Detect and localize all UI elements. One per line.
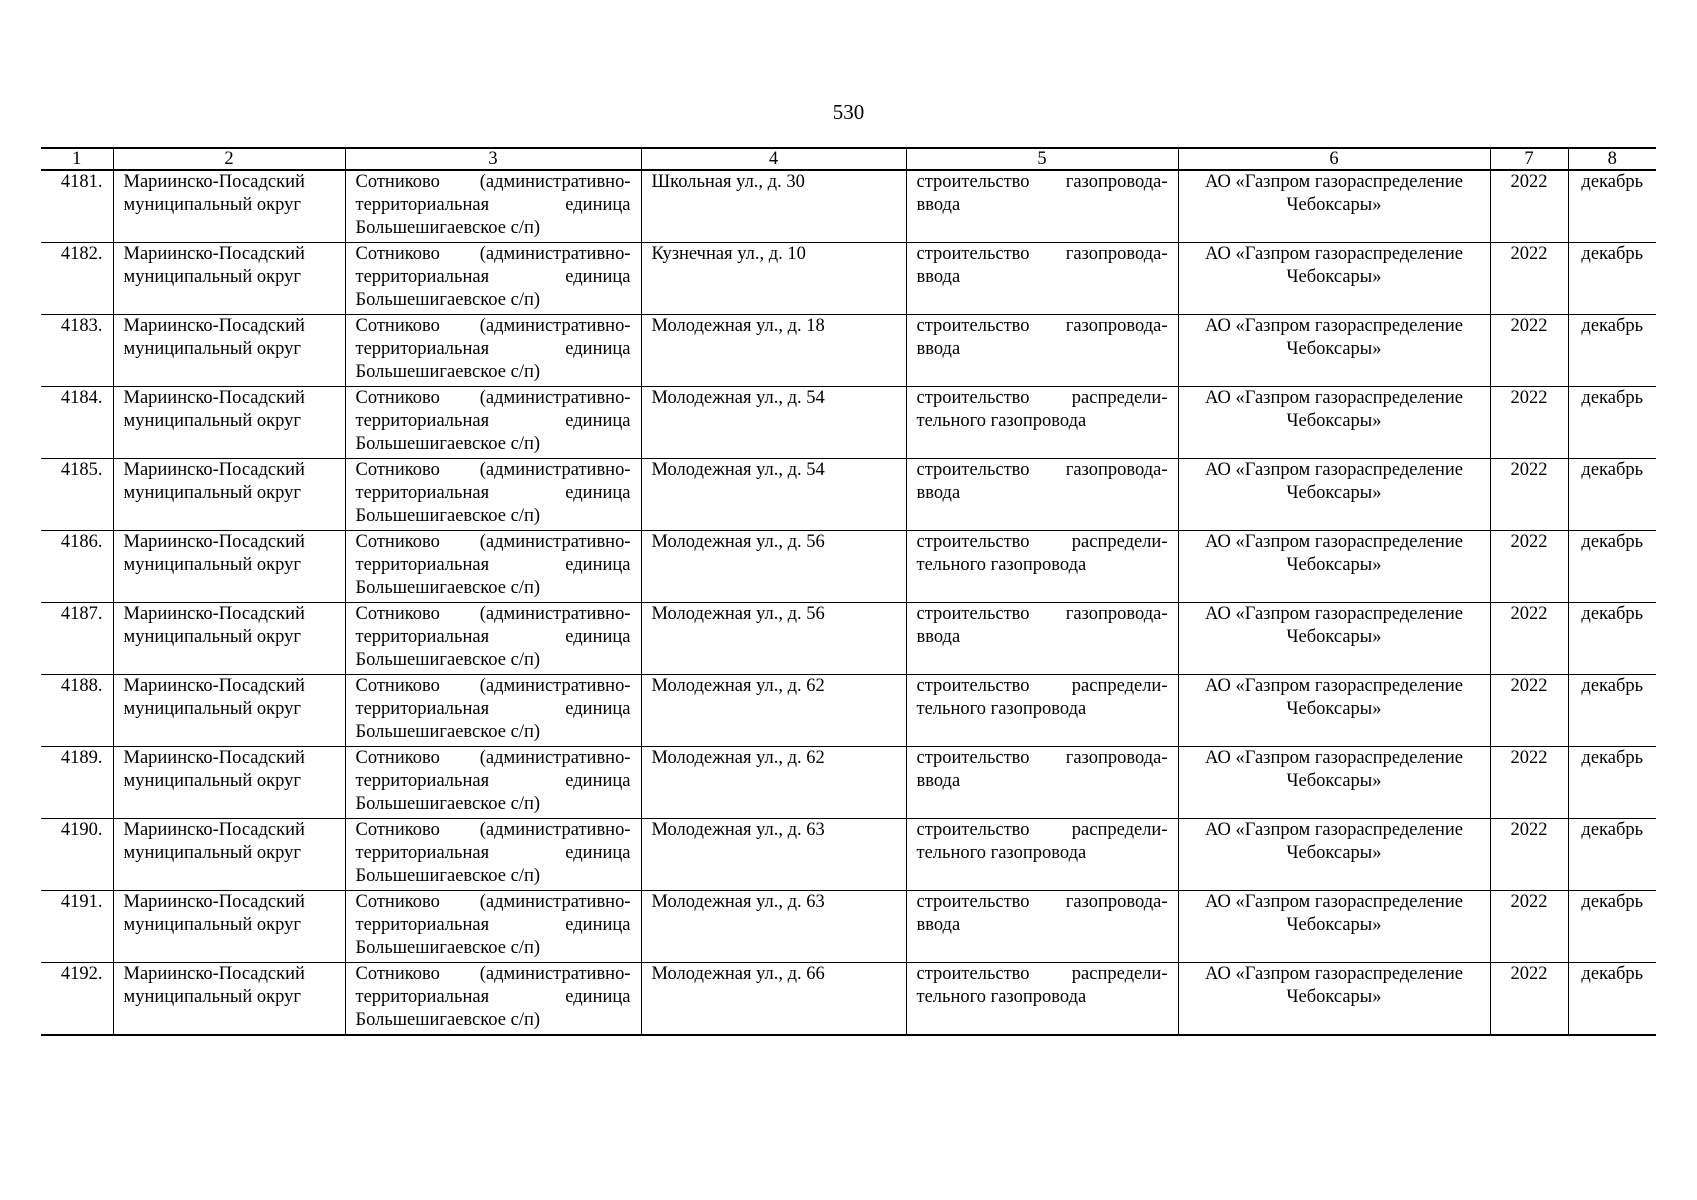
month-cell: декабрь: [1568, 243, 1656, 315]
month-cell: декабрь: [1568, 963, 1656, 1036]
district-cell: Мариинско-Посадский муниципальный округ: [113, 603, 345, 675]
month-cell: декабрь: [1568, 531, 1656, 603]
organization-cell: АО «Газпром газораспределение Чебоксары»: [1178, 819, 1490, 891]
settlement-cell: Сотниково (административно-территориальная единица Большешигаевское с/п): [345, 387, 641, 459]
address-cell: Молодежная ул., д. 62: [641, 675, 906, 747]
table-row: [41, 459, 1656, 531]
address-cell: Школьная ул., д. 30: [641, 170, 906, 243]
month-cell: декабрь: [1568, 387, 1656, 459]
settlement-cell: Сотниково (административно-территориальная единица Большешигаевское с/п): [345, 459, 641, 531]
district-cell: Мариинско-Посадский муниципальный округ: [113, 459, 345, 531]
address-cell: Кузнечная ул., д. 10: [641, 243, 906, 315]
table-row: [41, 531, 1656, 603]
work-type-cell: строительство распредели-тельного газопровода: [906, 963, 1178, 1036]
work-type-cell: строительство газопровода-ввода: [906, 170, 1178, 243]
row-number: 4185.: [41, 459, 113, 531]
month-cell: декабрь: [1568, 675, 1656, 747]
settlement-cell: Сотниково (административно-территориальная единица Большешигаевское с/п): [345, 891, 641, 963]
year-cell: 2022: [1490, 387, 1568, 459]
work-type-cell: строительство газопровода-ввода: [906, 315, 1178, 387]
year-cell: 2022: [1490, 963, 1568, 1036]
settlement-cell: Сотниково (административно-территориальная единица Большешигаевское с/п): [345, 315, 641, 387]
year-cell: 2022: [1490, 531, 1568, 603]
district-cell: Мариинско-Посадский муниципальный округ: [113, 747, 345, 819]
organization-cell: АО «Газпром газораспределение Чебоксары»: [1178, 891, 1490, 963]
address-cell: Молодежная ул., д. 63: [641, 891, 906, 963]
document-table: [41, 147, 1656, 1036]
organization-cell: АО «Газпром газораспределение Чебоксары»: [1178, 387, 1490, 459]
settlement-cell: Сотниково (административно-территориальная единица Большешигаевское с/п): [345, 675, 641, 747]
year-cell: 2022: [1490, 603, 1568, 675]
row-number: 4191.: [41, 891, 113, 963]
column-header-3: 3: [345, 148, 641, 170]
settlement-cell: Сотниково (административно-территориальная единица Большешигаевское с/п): [345, 819, 641, 891]
year-cell: 2022: [1490, 747, 1568, 819]
address-cell: Молодежная ул., д. 66: [641, 963, 906, 1036]
month-cell: декабрь: [1568, 819, 1656, 891]
settlement-cell: Сотниково (административно-территориальная единица Большешигаевское с/п): [345, 243, 641, 315]
address-cell: Молодежная ул., д. 54: [641, 387, 906, 459]
column-header-6: 6: [1178, 148, 1490, 170]
organization-cell: АО «Газпром газораспределение Чебоксары»: [1178, 675, 1490, 747]
column-header-2: 2: [113, 148, 345, 170]
year-cell: 2022: [1490, 243, 1568, 315]
work-type-cell: строительство распредели-тельного газопровода: [906, 387, 1178, 459]
settlement-cell: Сотниково (административно-территориальная единица Большешигаевское с/п): [345, 747, 641, 819]
table-row: [41, 243, 1656, 315]
settlement-cell: Сотниково (административно-территориальная единица Большешигаевское с/п): [345, 170, 641, 243]
district-cell: Мариинско-Посадский муниципальный округ: [113, 675, 345, 747]
month-cell: декабрь: [1568, 459, 1656, 531]
district-cell: Мариинско-Посадский муниципальный округ: [113, 170, 345, 243]
address-cell: Молодежная ул., д. 63: [641, 819, 906, 891]
organization-cell: АО «Газпром газораспределение Чебоксары»: [1178, 459, 1490, 531]
table-row: [41, 747, 1656, 819]
organization-cell: АО «Газпром газораспределение Чебоксары»: [1178, 531, 1490, 603]
table-row: [41, 603, 1656, 675]
row-number: 4192.: [41, 963, 113, 1036]
district-cell: Мариинско-Посадский муниципальный округ: [113, 243, 345, 315]
month-cell: декабрь: [1568, 603, 1656, 675]
column-header-4: 4: [641, 148, 906, 170]
page-number: 530: [832, 100, 865, 124]
district-cell: Мариинско-Посадский муниципальный округ: [113, 315, 345, 387]
year-cell: 2022: [1490, 891, 1568, 963]
work-type-cell: строительство газопровода-ввода: [906, 747, 1178, 819]
organization-cell: АО «Газпром газораспределение Чебоксары»: [1178, 243, 1490, 315]
year-cell: 2022: [1490, 459, 1568, 531]
row-number: 4189.: [41, 747, 113, 819]
row-number: 4187.: [41, 603, 113, 675]
settlement-cell: Сотниково (административно-территориальная единица Большешигаевское с/п): [345, 603, 641, 675]
row-number: 4188.: [41, 675, 113, 747]
settlement-cell: Сотниково (административно-территориальная единица Большешигаевское с/п): [345, 531, 641, 603]
organization-cell: АО «Газпром газораспределение Чебоксары»: [1178, 963, 1490, 1036]
district-cell: Мариинско-Посадский муниципальный округ: [113, 531, 345, 603]
district-cell: Мариинско-Посадский муниципальный округ: [113, 963, 345, 1036]
row-number: 4181.: [41, 170, 113, 243]
column-header-1: 1: [41, 148, 113, 170]
row-number: 4184.: [41, 387, 113, 459]
organization-cell: АО «Газпром газораспределение Чебоксары»: [1178, 315, 1490, 387]
table-row: [41, 387, 1656, 459]
work-type-cell: строительство газопровода-ввода: [906, 891, 1178, 963]
row-number: 4186.: [41, 531, 113, 603]
district-cell: Мариинско-Посадский муниципальный округ: [113, 891, 345, 963]
month-cell: декабрь: [1568, 891, 1656, 963]
district-cell: Мариинско-Посадский муниципальный округ: [113, 387, 345, 459]
organization-cell: АО «Газпром газораспределение Чебоксары»: [1178, 170, 1490, 243]
column-header-7: 7: [1490, 148, 1568, 170]
work-type-cell: строительство газопровода-ввода: [906, 603, 1178, 675]
work-type-cell: строительство распредели-тельного газопровода: [906, 531, 1178, 603]
organization-cell: АО «Газпром газораспределение Чебоксары»: [1178, 747, 1490, 819]
row-number: 4190.: [41, 819, 113, 891]
address-cell: Молодежная ул., д. 18: [641, 315, 906, 387]
address-cell: Молодежная ул., д. 56: [641, 603, 906, 675]
table-row: [41, 963, 1656, 1036]
month-cell: декабрь: [1568, 170, 1656, 243]
column-header-8: 8: [1568, 148, 1656, 170]
row-number: 4182.: [41, 243, 113, 315]
organization-cell: АО «Газпром газораспределение Чебоксары»: [1178, 603, 1490, 675]
header-row: [41, 148, 1656, 170]
table-body: [41, 170, 1656, 1035]
address-cell: Молодежная ул., д. 62: [641, 747, 906, 819]
work-type-cell: строительство газопровода-ввода: [906, 243, 1178, 315]
month-cell: декабрь: [1568, 315, 1656, 387]
address-cell: Молодежная ул., д. 54: [641, 459, 906, 531]
address-cell: Молодежная ул., д. 56: [641, 531, 906, 603]
table-header: [41, 148, 1656, 170]
work-type-cell: строительство распредели-тельного газопровода: [906, 819, 1178, 891]
table-row: [41, 170, 1656, 243]
work-type-cell: строительство распредели-тельного газопровода: [906, 675, 1178, 747]
district-cell: Мариинско-Посадский муниципальный округ: [113, 819, 345, 891]
row-number: 4183.: [41, 315, 113, 387]
table-row: [41, 675, 1656, 747]
year-cell: 2022: [1490, 315, 1568, 387]
month-cell: декабрь: [1568, 747, 1656, 819]
table-row: [41, 819, 1656, 891]
settlement-cell: Сотниково (административно-территориальная единица Большешигаевское с/п): [345, 963, 641, 1036]
table-row: [41, 315, 1656, 387]
year-cell: 2022: [1490, 170, 1568, 243]
year-cell: 2022: [1490, 675, 1568, 747]
year-cell: 2022: [1490, 819, 1568, 891]
column-header-5: 5: [906, 148, 1178, 170]
table-row: [41, 891, 1656, 963]
work-type-cell: строительство газопровода-ввода: [906, 459, 1178, 531]
